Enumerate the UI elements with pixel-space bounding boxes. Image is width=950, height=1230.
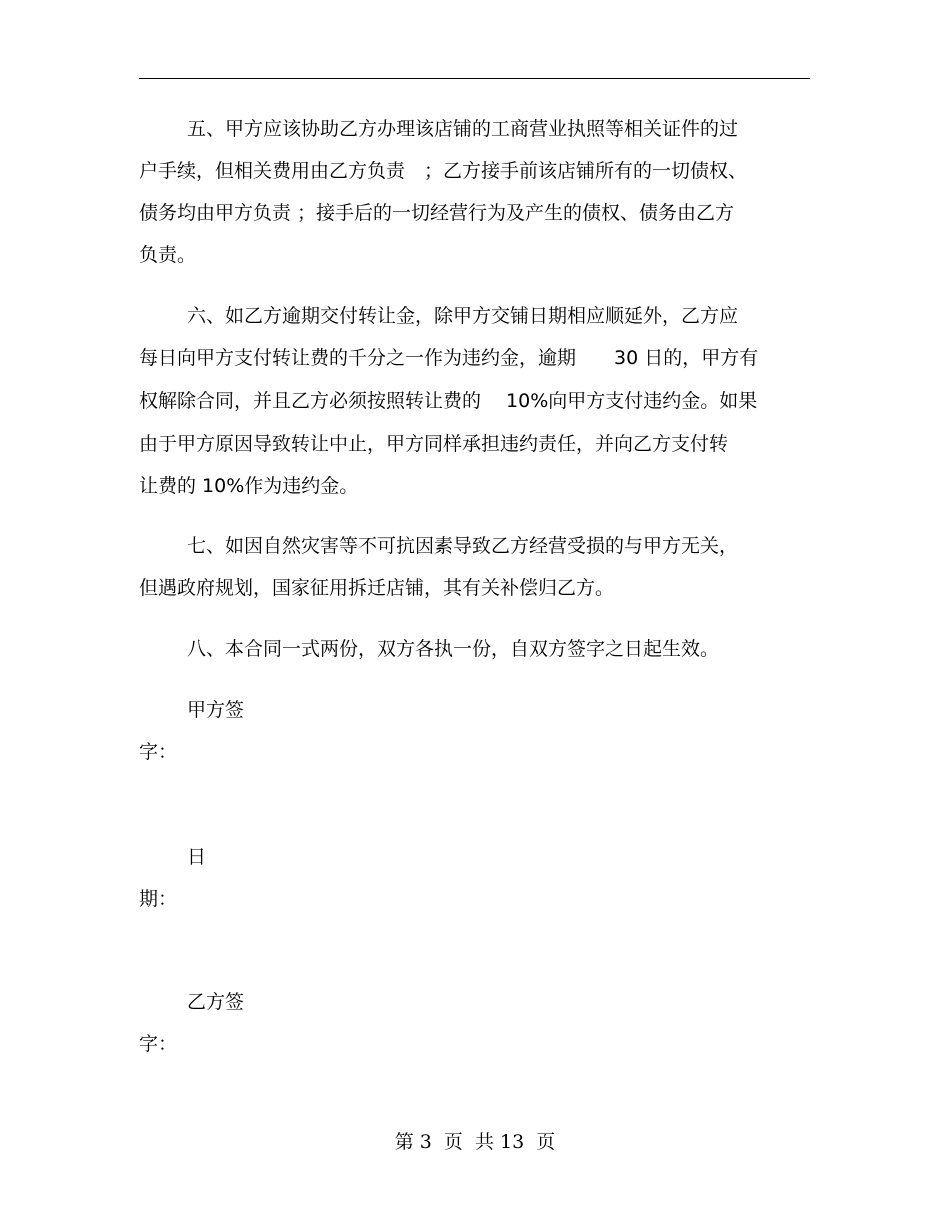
party-b-signature-label-cont: 字： <box>139 1033 178 1055</box>
clause-line: 户手续，但相关费用由乙方负责 ；乙方接手前该店铺所有的一切债权、 <box>139 160 748 182</box>
clause-line: 让费的 10%作为违约金。 <box>139 475 359 497</box>
clause-line: 但遇政府规划，国家征用拆迁店铺，其有关补偿归乙方。 <box>139 577 615 599</box>
party-a-signature-label: 甲方签 <box>187 699 245 721</box>
clause-line: 六、如乙方逾期交付转让金，除甲方交铺日期相应顺延外，乙方应 <box>187 305 739 327</box>
clause-line: 每日向甲方支付转让费的千分之一作为违约金，逾期 30 日的，甲方有 <box>139 347 759 369</box>
clause-line: 债务均由甲方负责 ；接手后的一切经营行为及产生的债权、债务由乙方 <box>139 202 735 224</box>
clause-line: 七、如因自然灾害等不可抗因素导致乙方经营受损的与甲方无关， <box>187 535 739 557</box>
clause-line: 五、甲方应该协助乙方办理该店铺的工商营业执照等相关证件的过 <box>187 118 739 140</box>
party-a-signature-label-cont: 字： <box>139 741 178 763</box>
party-b-signature-label: 乙方签 <box>187 991 245 1013</box>
clause-line: 负责。 <box>139 244 197 266</box>
date-label: 日 <box>187 846 207 868</box>
header-rule <box>139 78 810 79</box>
clause-line: 八、本合同一式两份，双方各执一份，自双方签字之日起生效。 <box>187 638 720 660</box>
date-label-cont: 期： <box>139 888 178 910</box>
clause-line: 权解除合同，并且乙方必须按照转让费的 10%向甲方支付违约金。如果 <box>139 390 758 412</box>
page-number: 第 3 页 共 13 页 <box>394 1131 556 1153</box>
clause-line: 由于甲方原因导致转让中止，甲方同样承担违约责任，并向乙方支付转 <box>139 433 729 455</box>
